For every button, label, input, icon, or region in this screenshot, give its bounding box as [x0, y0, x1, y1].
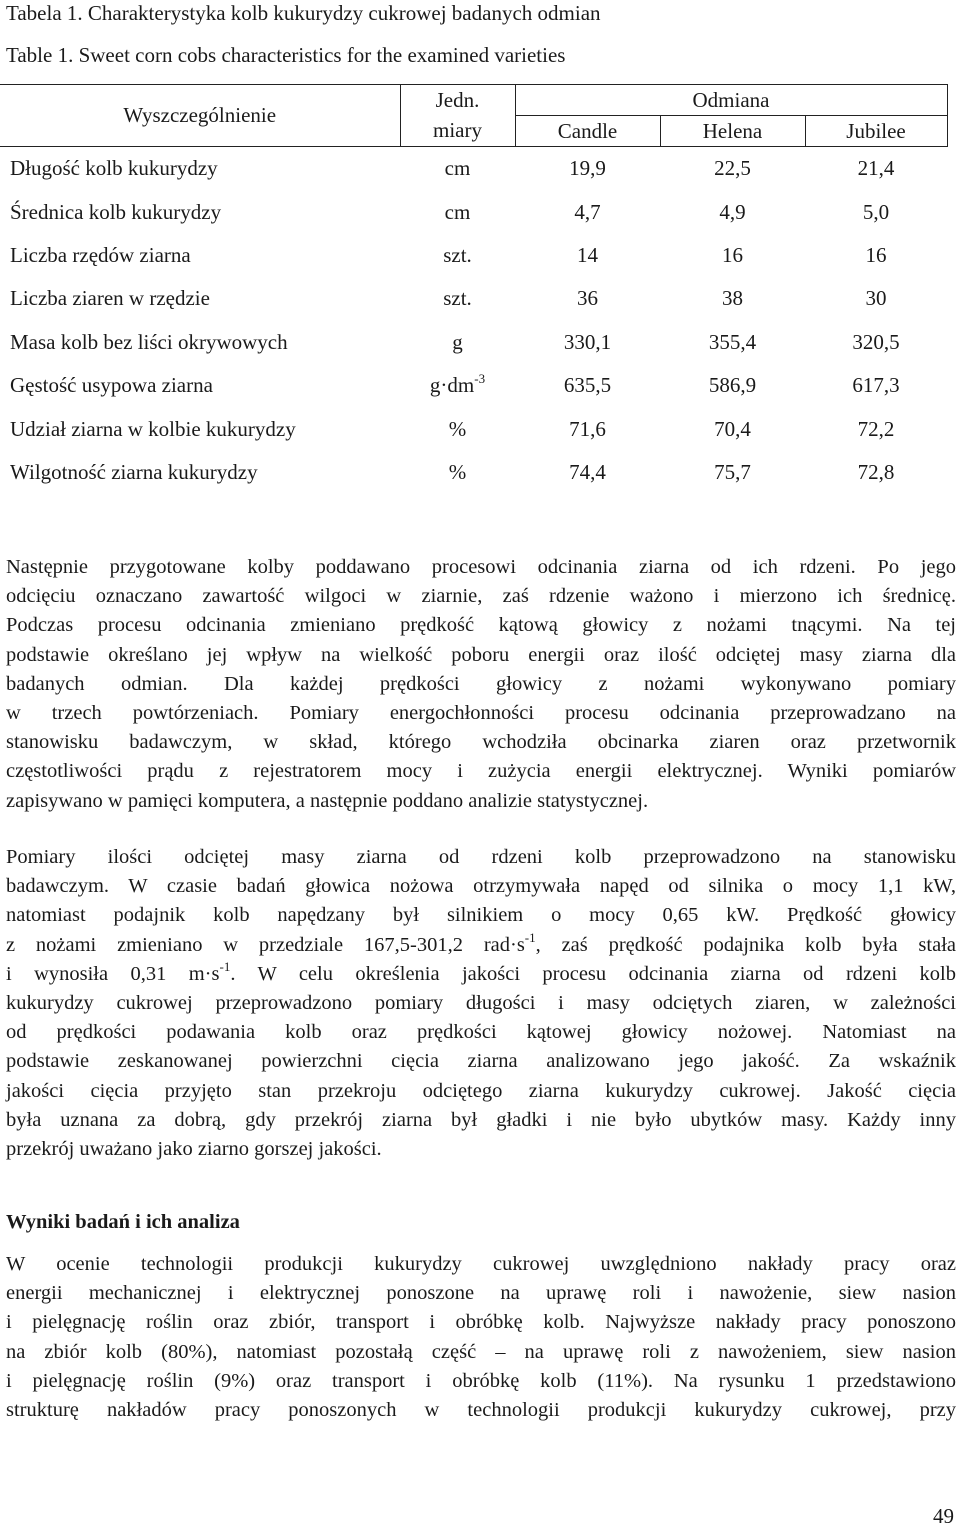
text-line: podstawie określano jej wpływ na wielkość poboru energii oraz ilość odciętej masy ziarna dla: [6, 643, 956, 666]
text-line: energii mechanicznej i elektrycznej ponoszone na uprawę roli i nawożenie, siew nasion: [6, 1282, 956, 1305]
header-variety-helena: Helena: [660, 116, 805, 147]
row-value: 4,9: [719, 199, 746, 224]
text-line-with-unit: [6, 931, 956, 960]
row-value: 635,5: [563, 373, 612, 398]
superscript: -1: [219, 958, 231, 974]
text-line: stanowisku badawczym, w skład, którego wchodziła obcinarka ziaren oraz przetwornik: [6, 731, 956, 754]
text-line: i pielęgnację roślin oraz zbiór, transport i obróbkę kolb. Najwyższe nakłady pracy ponoszono: [6, 1311, 956, 1334]
header-unit-line2: miary: [400, 116, 515, 147]
table-row: [0, 364, 947, 407]
page-number: 49: [933, 1504, 954, 1528]
row-label: Średnica kolb kukurydzy: [10, 199, 222, 224]
paragraph-results: [6, 1250, 956, 1425]
row-value: 16: [722, 242, 743, 267]
text-line: na zbiór kolb (80%), natomiast pozostałą część – na uprawę roli z nawożeniem, siew nasion: [6, 1340, 956, 1363]
text-line: strukturę nakładów pracy ponoszonych w technologii produkcji kukurydzy cukrowej, przy: [6, 1399, 956, 1422]
table-row: [0, 321, 947, 364]
row-value: 75,7: [714, 459, 751, 484]
text-line: w trzech powtórzeniach. Pomiary energochłonności procesu odcinania przeprowadzano na: [6, 702, 956, 725]
row-label: Długość kolb kukurydzy: [10, 156, 218, 181]
superscript: -1: [524, 929, 536, 945]
row-value: 30: [865, 286, 887, 311]
header-specification: Wyszczególnienie: [0, 85, 400, 147]
row-label: Liczba ziaren w rzędzie: [10, 286, 210, 311]
row-value: 586,9: [708, 373, 757, 398]
row-value: 320,5: [852, 329, 900, 354]
text-line: i pielęgnację roślin (9%) oraz transport i obróbkę kolb (11%). Na rysunku 1 przedstawiono: [6, 1369, 956, 1392]
row-unit: szt.: [443, 286, 472, 311]
text-line: kukurydzy cukrowej przeprowadzono pomiary długości i masy odciętych ziaren, w zależności: [6, 992, 956, 1015]
superscript: -3: [474, 371, 486, 387]
row-value: 71,6: [569, 416, 606, 441]
text-line: W ocenie technologii produkcji kukurydzy cukrowej uwzględniono nakłady pracy oraz: [6, 1253, 956, 1275]
row-unit: %: [448, 416, 467, 441]
section-heading: Wyniki badań i ich analiza: [6, 1211, 240, 1233]
text-fragment: , zaś prędkość podajnika kolb była stała: [535, 933, 956, 956]
header-variety-candle: Candle: [515, 116, 660, 147]
text-line: przekrój uważano jako ziarno gorszej jakości.: [6, 1138, 382, 1161]
row-value: 14: [577, 242, 598, 267]
text-line: jakości cięcia przyjęto stan przekroju odciętego ziarna kukurydzy cukrowej. Jakość cięcia: [6, 1079, 956, 1102]
row-value: 16: [865, 242, 887, 267]
row-value: 4,7: [574, 199, 601, 224]
row-unit: g: [452, 329, 463, 354]
row-unit: [400, 364, 515, 407]
row-value: 19,9: [569, 156, 606, 181]
table-caption-pl: Tabela 1. Charakterystyka kolb kukurydzy cukrowej badanych odmian: [6, 1, 601, 25]
row-value: 5,0: [862, 199, 890, 224]
text-line-with-unit: [6, 960, 956, 989]
table-row: [0, 234, 947, 277]
cobs-characteristics-table: [0, 84, 948, 494]
header-unit-line1: Jedn.: [400, 85, 515, 116]
text-fragment: i wynosiła 0,31 m·s: [6, 962, 220, 985]
text-line: odcięciu oznaczano zawartość wilgoci w ziarnie, zaś rdzenie ważono i mierzono ich średnicę.: [6, 585, 956, 608]
row-label: Wilgotność ziarna kukurydzy: [10, 459, 258, 484]
table-body: [0, 147, 947, 495]
text-line: Pomiary ilości odciętej masy ziarna od rdzeni kolb przeprowadzono na stanowisku: [6, 846, 956, 868]
row-value: 617,3: [852, 373, 900, 398]
text-fragment: . W celu określenia jakości procesu odcinania ziarna od rdzeni kolb: [230, 962, 956, 985]
row-value: 72,8: [857, 459, 895, 484]
row-label: Gęstość usypowa ziarna: [10, 373, 213, 398]
table-row: [0, 277, 947, 320]
header-variety-jubilee: Jubilee: [805, 116, 947, 147]
row-value: 70,4: [714, 416, 751, 441]
row-unit: cm: [444, 156, 471, 181]
row-label: Liczba rzędów ziarna: [10, 242, 191, 267]
text-line: Podczas procesu odcinania zmieniano prędkość kątową głowicy z nożami tnącymi. Na tej: [6, 614, 956, 637]
header-variety-group: Odmiana: [515, 85, 947, 116]
row-unit: cm: [444, 199, 471, 224]
table-row: [0, 190, 947, 233]
row-value: 330,1: [563, 329, 612, 354]
text-line: od prędkości podawania kolb oraz prędkości kątowej głowicy nożowej. Natomiast na: [6, 1021, 956, 1044]
text-line: była uznana za dobrą, gdy przekrój ziarna był gładki i nie było ubytków masy. Każdy inny: [6, 1108, 956, 1131]
row-value: 74,4: [569, 459, 606, 484]
row-unit: szt.: [443, 242, 472, 267]
text-fragment: z nożami zmieniano w przedziale 167,5-301,2 rad·s: [6, 933, 525, 956]
row-unit: %: [448, 459, 467, 484]
row-value: 38: [722, 286, 743, 311]
text-line: badawczym. W czasie badań głowica nożowa otrzymywała napęd od silnika o mocy 1,1 kW,: [6, 875, 956, 898]
row-label: Udział ziarna w kolbie kukurydzy: [10, 416, 296, 441]
text-line: Następnie przygotowane kolby poddawano procesowi odcinania ziarna od ich rdzeni. Po jego: [6, 556, 956, 578]
row-value: 21,4: [857, 156, 895, 181]
paragraph-measurement-method: [6, 843, 956, 1164]
paragraph-cutting-procedure: [6, 553, 956, 816]
table-caption-en: Table 1. Sweet corn cobs characteristics for the examined varieties: [6, 43, 566, 67]
text-line: badanych odmian. Dla każdej prędkości głowicy z nożami wykonywano pomiary: [6, 672, 956, 695]
row-value: 72,2: [857, 416, 895, 441]
row-value: 22,5: [714, 156, 751, 181]
text-line: zapisywano w pamięci komputera, a następnie poddano analizie statystycznej.: [6, 789, 649, 812]
row-value: 355,4: [708, 329, 757, 354]
row-value: 36: [577, 286, 598, 311]
unit-text: g·dm: [429, 373, 475, 398]
table-row: [0, 451, 947, 494]
table-row: [0, 147, 947, 191]
row-label: Masa kolb bez liści okrywowych: [10, 329, 288, 354]
text-line: natomiast podajnik kolb napędzany był silnikiem o mocy 0,65 kW. Prędkość głowicy: [6, 904, 956, 927]
table-row: [0, 407, 947, 450]
text-line: podstawie zeskanowanej powierzchni cięcia ziarna analizowano jego jakość. Za wskaźnik: [6, 1050, 956, 1073]
text-line: częstotliwości prądu z rejestratorem mocy i zużycia energii elektrycznej. Wyniki pomiarów: [6, 760, 956, 783]
